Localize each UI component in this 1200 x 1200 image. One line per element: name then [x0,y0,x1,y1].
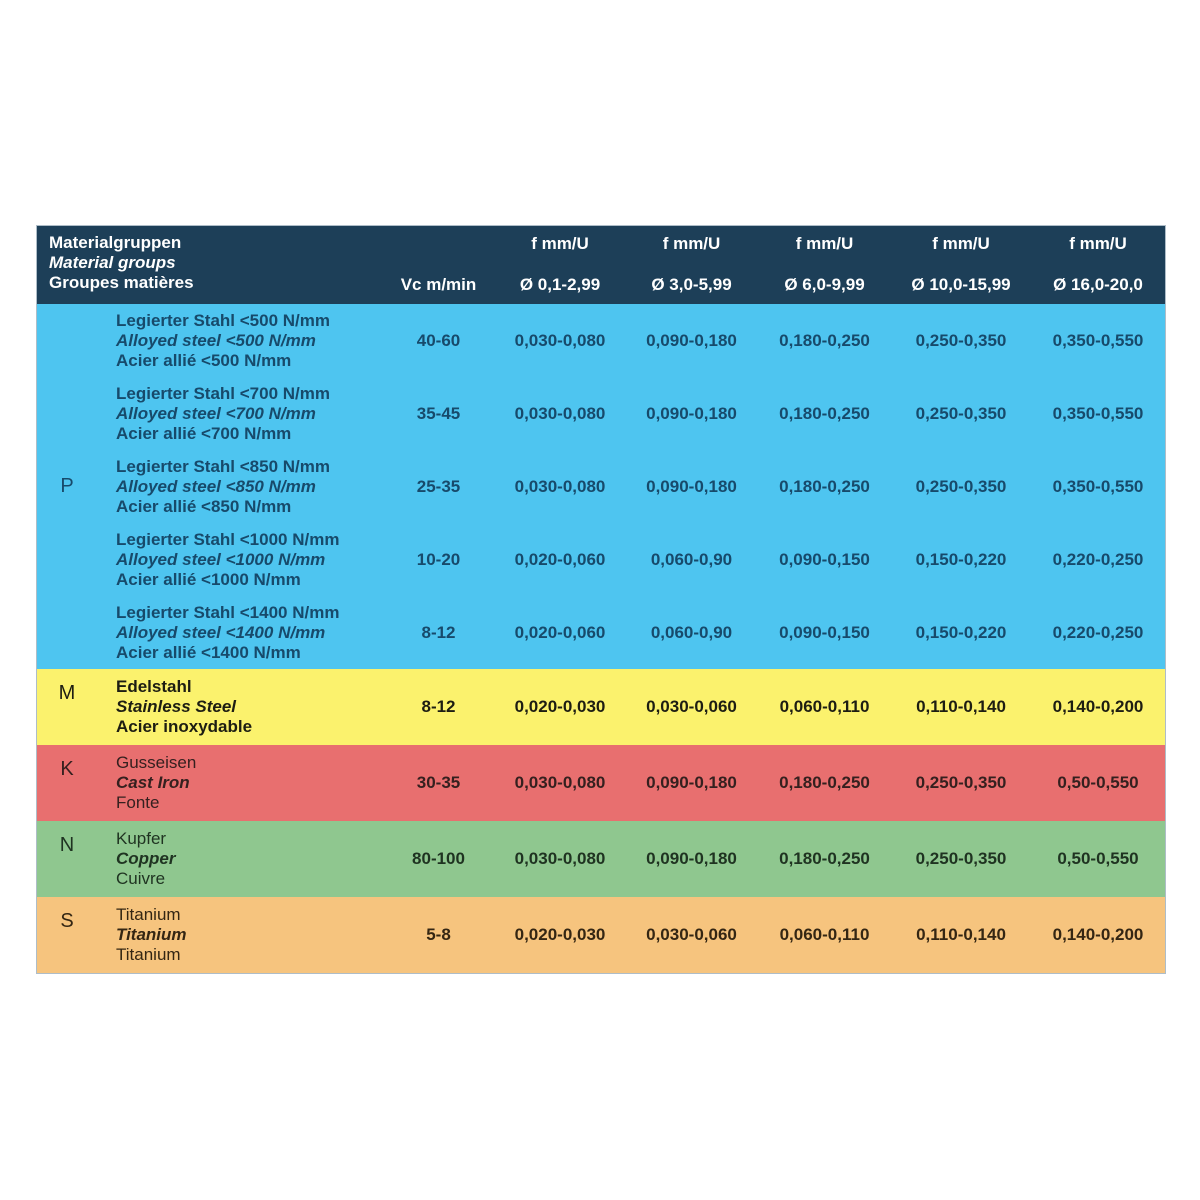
feed-value: 0,140-0,200 [1052,697,1144,716]
feed-value: 0,020-0,060 [514,622,606,642]
header-vc: Vc m/min [400,275,477,294]
feed-value: 0,030-0,080 [514,403,606,423]
feed-value: 0,030-0,080 [514,476,606,496]
material-name-en: Alloyed steel <1000 N/mm [116,549,326,569]
feed-value: 0,030-0,080 [514,773,606,792]
vc-value: 10-20 [416,549,461,569]
header-f-col-3 [758,226,891,304]
material-name [97,523,382,596]
material-name-de: Legierter Stahl <850 N/mm [116,456,331,476]
material-name-fr: Cuivre [116,869,166,888]
material-group-letter-n: N [59,834,75,856]
header-material-groups [37,226,382,304]
feed-value: 0,020-0,060 [514,549,606,569]
feed-value: 0,250-0,350 [915,476,1007,496]
material-name-en: Alloyed steel <700 N/mm [116,403,316,423]
material-name [97,821,382,897]
vc-value: 80-100 [412,849,465,868]
feed-value: 0,090-0,180 [646,476,737,496]
feed-value: 0,350-0,550 [1052,476,1144,496]
header-f-col-1 [495,226,625,304]
vc-value: 35-45 [416,403,461,423]
feed-value: 0,180-0,250 [779,403,870,423]
vc-value: 8-12 [421,697,456,716]
feed-value: 0,030-0,060 [646,925,737,944]
material-name-en: Cast Iron [116,773,190,792]
feed-value: 0,250-0,350 [915,330,1007,350]
material-name-fr: Acier allié <700 N/mm [116,423,292,443]
header-f-label: f mm/U [795,234,854,253]
feed-value: 0,090-0,180 [646,403,737,423]
header-diameter-range: Ø 0,1-2,99 [519,275,601,294]
material-name [97,377,382,450]
vc-value: 25-35 [416,476,461,496]
vc-value: 5-8 [426,925,451,944]
material-name-en: Alloyed steel <500 N/mm [116,330,316,350]
section-m [37,669,1165,745]
feed-value: 0,140-0,200 [1052,925,1144,944]
material-name-fr: Acier allié <1400 N/mm [116,642,301,662]
material-group-letter-s: S [60,910,74,932]
feed-value: 0,030-0,080 [514,849,606,868]
material-name-fr: Acier inoxydable [116,717,253,736]
material-name [97,897,382,973]
vc-value: 30-35 [416,773,461,792]
material-name-de: Legierter Stahl <1000 N/mm [116,529,340,549]
feed-value: 0,50-0,550 [1057,849,1139,868]
material-group-letter-k: K [60,758,74,780]
material-name [97,669,382,745]
feed-value: 0,110-0,140 [916,925,1006,944]
material-group-letter-p: P [60,475,74,497]
section-n [37,821,1165,897]
feed-value: 0,350-0,550 [1052,330,1144,350]
section-k [37,745,1165,821]
feed-value: 0,060-0,110 [779,925,870,944]
cutting-feed-table [36,225,1166,974]
header-f-col-2 [625,226,758,304]
material-name [97,745,382,821]
feed-value: 0,250-0,350 [915,773,1007,792]
feed-value: 0,220-0,250 [1052,622,1144,642]
material-group-letter-m: M [58,682,76,704]
feed-value: 0,090-0,180 [646,773,737,792]
feed-value: 0,180-0,250 [779,849,870,868]
material-name-de: Edelstahl [116,677,192,696]
header-f-label: f mm/U [662,234,721,253]
feed-value: 0,090-0,150 [779,549,870,569]
material-name [97,450,382,523]
header-f-col-4 [891,226,1031,304]
material-name-fr: Fonte [116,793,160,812]
feed-value: 0,180-0,250 [779,330,870,350]
material-name-fr: Acier allié <500 N/mm [116,350,292,370]
feed-value: 0,180-0,250 [779,476,870,496]
material-name-de: Legierter Stahl <700 N/mm [116,383,331,403]
feed-value: 0,250-0,350 [915,849,1007,868]
vc-value: 8-12 [421,622,456,642]
feed-value: 0,350-0,550 [1052,403,1144,423]
material-name-en: Stainless Steel [116,697,237,716]
header-diameter-range: Ø 10,0-15,99 [911,275,1011,294]
feed-value: 0,060-0,90 [650,622,733,642]
material-name-de: Gusseisen [116,753,197,772]
feed-value: 0,020-0,030 [514,697,606,716]
material-name-en: Copper [116,849,176,868]
table-header [37,226,1165,304]
vc-value: 40-60 [416,330,461,350]
material-name-fr: Titanium [116,945,181,964]
material-name-fr: Acier allié <850 N/mm [116,496,292,516]
material-name-en: Titanium [116,925,187,944]
header-title-en: Material groups [49,253,176,272]
feed-value: 0,220-0,250 [1052,549,1144,569]
feed-value: 0,090-0,150 [779,622,870,642]
header-f-label: f mm/U [1069,234,1127,253]
material-name-en: Alloyed steel <850 N/mm [116,476,316,496]
material-name-de: Kupfer [116,829,167,848]
material-name [97,596,382,669]
feed-value: 0,150-0,220 [915,549,1007,569]
header-diameter-range: Ø 3,0-5,99 [651,275,732,294]
header-title-fr: Groupes matières [49,273,194,292]
header-title-de: Materialgruppen [49,233,182,252]
header-f-col-5 [1031,226,1165,304]
feed-value: 0,090-0,180 [646,330,737,350]
material-name-de: Legierter Stahl <500 N/mm [116,310,331,330]
feed-value: 0,030-0,080 [514,330,606,350]
header-f-label: f mm/U [531,234,589,253]
material-name [97,304,382,377]
header-diameter-range: Ø 16,0-20,0 [1053,275,1143,294]
feed-value: 0,060-0,110 [779,697,870,716]
feed-value: 0,250-0,350 [915,403,1007,423]
feed-value: 0,090-0,180 [646,849,737,868]
section-p [37,304,1165,669]
header-diameter-range: Ø 6,0-9,99 [784,275,865,294]
feed-value: 0,50-0,550 [1057,773,1139,792]
feed-value: 0,150-0,220 [915,622,1007,642]
material-name-de: Titanium [116,905,181,924]
feed-value: 0,030-0,060 [646,697,737,716]
feed-value: 0,110-0,140 [916,697,1006,716]
feed-value: 0,020-0,030 [514,925,606,944]
section-s [37,897,1165,973]
material-name-de: Legierter Stahl <1400 N/mm [116,602,340,622]
feed-value: 0,180-0,250 [779,773,870,792]
material-name-en: Alloyed steel <1400 N/mm [116,622,326,642]
material-name-fr: Acier allié <1000 N/mm [116,569,301,589]
header-f-label: f mm/U [932,234,990,253]
feed-value: 0,060-0,90 [650,549,733,569]
